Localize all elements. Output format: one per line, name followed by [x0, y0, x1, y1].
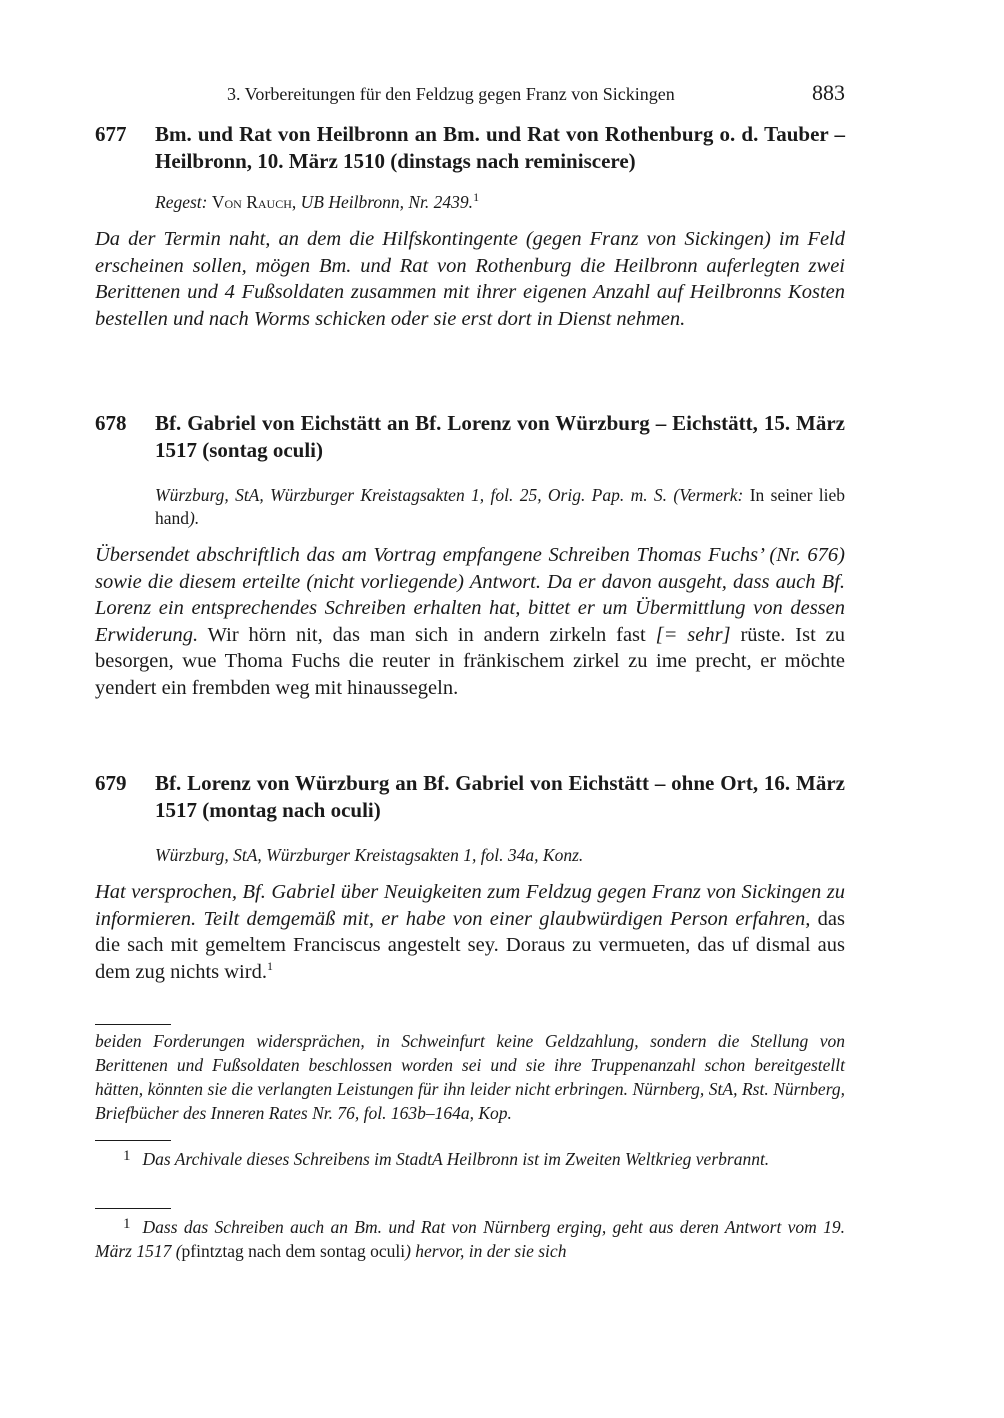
entry-title: Bf. Gabriel von Eichstätt an Bf. Lorenz von Würzburg – Eichstätt, 15. März 1517 (sontag oculi): [155, 411, 845, 462]
entry-heading: [95, 410, 845, 464]
footnote-number: 1: [123, 1148, 131, 1164]
footnote-marker[interactable]: 1: [266, 958, 273, 973]
entry-heading: [95, 770, 845, 824]
summary-regest: Übersendet abschriftlich das am Vortrag empfangene Schreiben Thomas Fuchs’ (Nr. 676) sowie die diesem erteilte (nicht vorliegende) Antwort. Da er davon ausgeht, dass auch Bf. Lorenz ein entsprechendes Schreiben erhalten hat, bittet er um Übermittlung von dessen Erwiderung.: [95, 544, 845, 646]
source-end: ).: [189, 508, 200, 528]
page-number: 883: [812, 80, 845, 105]
source-title: UB Heilbronn, Nr. 2439.: [300, 192, 474, 212]
footnote-679-1: [95, 1215, 845, 1263]
source-reference: [155, 484, 845, 530]
footnote-677-1: [95, 1147, 845, 1171]
running-head-title: 3. Vorbereitungen für den Feldzug gegen Franz von Sickingen: [227, 84, 675, 104]
footnote-text-1: Dass das Schreiben auch an Bm. und Rat von Nürnberg erging, geht aus deren Antwort vom 19. März 1517 (: [95, 1217, 845, 1261]
footnote-number: 1: [123, 1216, 131, 1232]
entry-title: Bm. und Rat von Heilbronn an Bm. und Rat von Rothenburg o. d. Tauber – Heilbronn, 10. März 1510 (dinstags nach reminiscere): [155, 122, 845, 173]
footnote-rule: [95, 1024, 171, 1025]
source-quote: In seiner lieb hand: [155, 485, 845, 528]
summary-quote-1: Wir hörn nit, das man sich in andern zirkeln fast: [207, 623, 646, 646]
footnote-quote: pfintztag nach dem sontag oculi: [181, 1241, 406, 1261]
summary-quote-2: rüste. Ist zu besorgen, wue Thoma Fuchs die reuter in fränkischem zirkel zu ime precht, er möchte yendert ein frembden weg mit hinaussegeln.: [95, 623, 846, 699]
summary-regest: Hat versprochen, Bf. Gabriel über Neuigkeiten zum Feldzug gegen Franz von Sickingen zu informieren. Teilt demgemäß mit, er habe von einer glaubwürdigen Person erfahren,: [95, 881, 845, 930]
footnote-continued: beiden Forderungen widersprächen, in Schweinfurt keine Geldzahlung, sondern die Stellung von Berittenen und Fußsoldaten beschlossen worden sei und sie ihre Truppenanzahl schon bereitgestellt hätten, könnten sie die verlangten Leistungen für ihn leider nicht erbringen. Nürnberg, StA, Rst. Nürnberg, Briefbücher des Inneren Rates Nr. 76, fol. 163b–164a, Kop.: [95, 1031, 845, 1123]
entry-677: [95, 121, 845, 332]
entry-number: 677: [95, 122, 127, 146]
source-archive: Würzburg, StA, Würzburger Kreistagsakten 1, fol. 25, Orig. Pap. m. S. (Vermerk:: [155, 485, 744, 505]
entry-heading: [95, 121, 845, 175]
source-prefix: Regest:: [155, 192, 208, 212]
entry-679: [95, 770, 845, 985]
entry-number: 679: [95, 771, 127, 795]
entry-summary: [95, 542, 845, 701]
footnote-rule: [95, 1208, 171, 1209]
entry-number: 678: [95, 411, 127, 435]
footnote-text: Das Archivale dieses Schreibens im StadtA Heilbronn ist im Zweiten Weltkrieg verbrannt.: [142, 1149, 770, 1169]
source-reference: [155, 191, 845, 214]
summary-gloss: [= sehr]: [655, 623, 731, 646]
entry-summary: Da der Termin naht, an dem die Hilfskontingente (gegen Franz von Sickingen) im Feld erscheinen sollen, mögen Bm. und Rat von Rothenburg die Heilbronn auferlegten zwei Berittenen und 4 Fußsoldaten zusammen mit ihrer eigenen Anzahl auf Heilbronns Kosten bestellen und nach Worms schicken oder sie erst dort in Dienst nehmen.: [95, 228, 845, 330]
summary-quote: das die sach mit gemeltem Franciscus angestelt sey. Doraus zu vermueten, das uf dismal aus dem zug nichts wird.: [95, 907, 845, 983]
entry-summary: [95, 879, 845, 985]
footnote-rule: [95, 1140, 171, 1141]
entry-678: [95, 410, 845, 701]
source-author: Von Rauch,: [211, 192, 297, 212]
footnote-text-2: ) hervor, in der sie sich: [405, 1241, 567, 1261]
source-archive: Würzburg, StA, Würzburger Kreistagsakten 1, fol. 34a, Konz.: [155, 845, 584, 865]
source-reference: [155, 844, 845, 867]
running-head: [95, 80, 845, 110]
footnote-marker[interactable]: 1: [473, 190, 480, 205]
entry-title: Bf. Lorenz von Würzburg an Bf. Gabriel von Eichstätt – ohne Ort, 16. März 1517 (montag nach oculi): [155, 771, 845, 822]
